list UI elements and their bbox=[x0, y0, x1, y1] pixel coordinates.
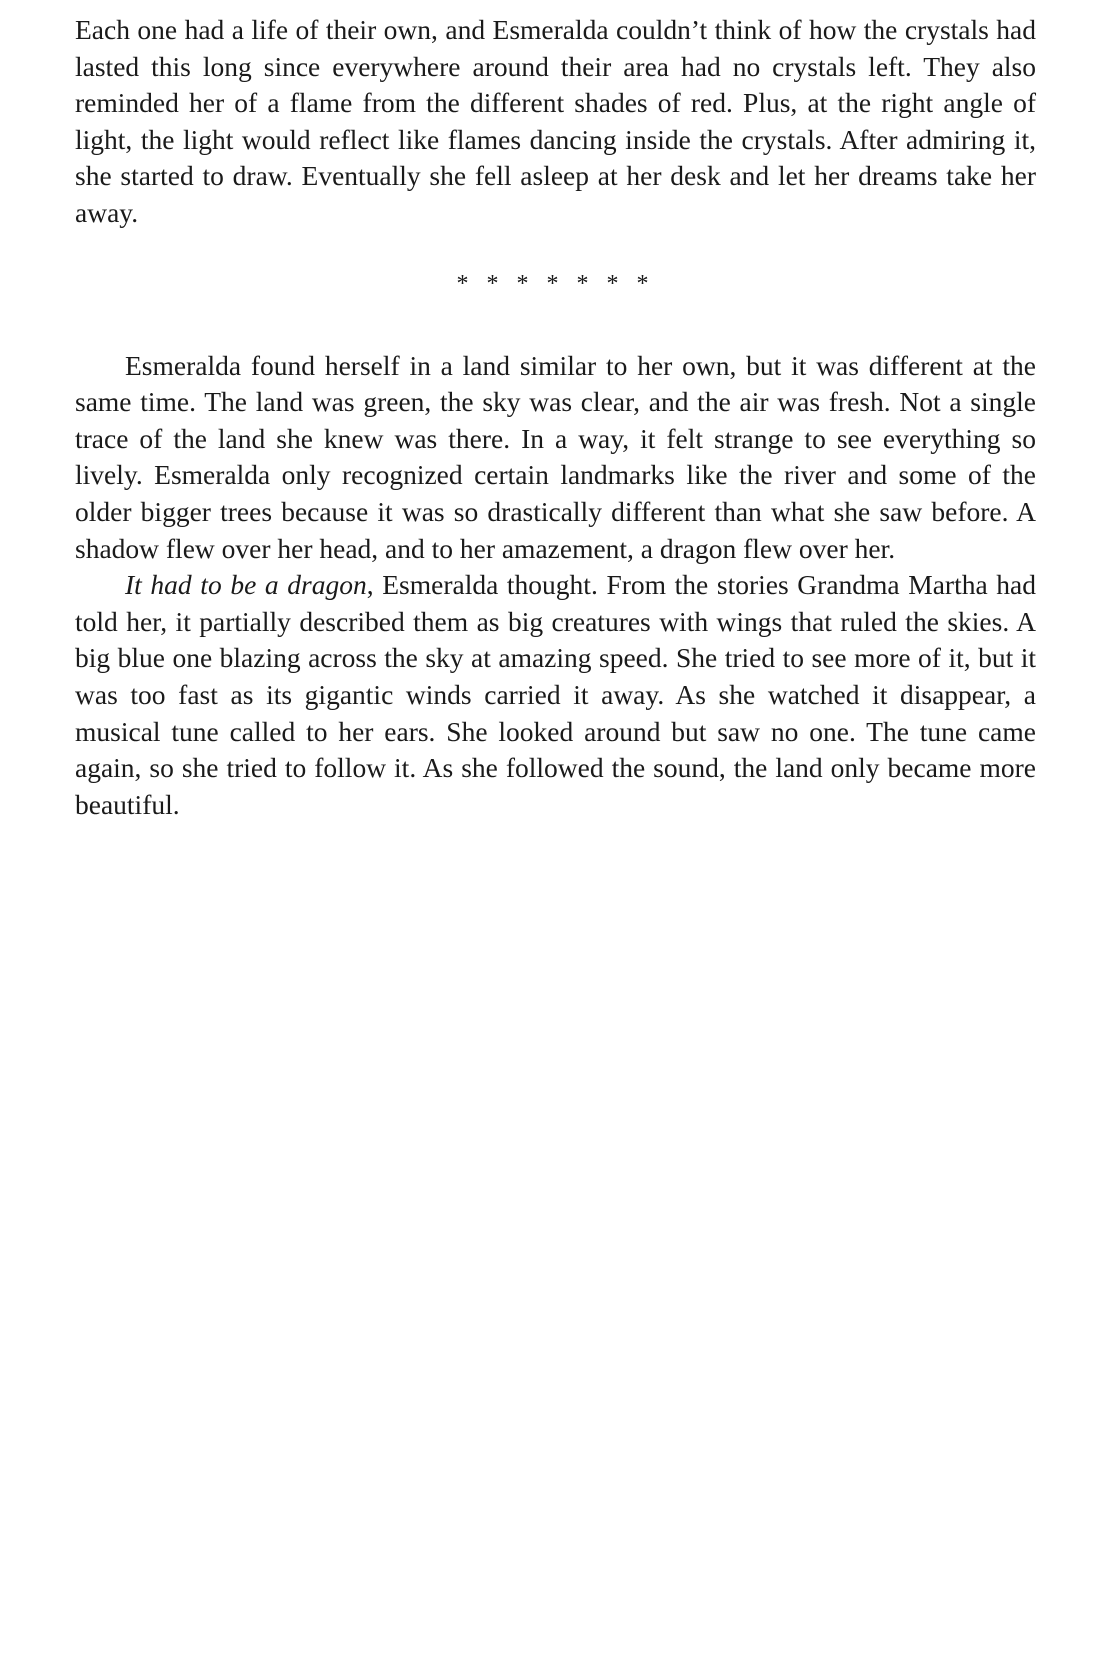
body-paragraph: Each one had a life of their own, and Esmeralda couldn’t think of how the crystals had lasted this long since everywhere around their area had no crystals left. They also reminded her of a flame from the different shades of red. Plus, at the right angle of light, the light would reflect like flames dancing inside the crystals. After admiring it, she started to draw. Eventually she fell asleep at her desk and let her dreams take her away. bbox=[75, 14, 1036, 228]
paragraph-text: , Esmeralda thought. From the stories Grandma Martha had told her, it partially described them as big creatures with wings that ruled the skies. A big blue one blazing across the sky at amazing speed. She tried to see more of it, but it was too fast as its gigantic winds carried it away. As she watched it disappear, a musical tune called to her ears. She looked around but saw no one. The tune came again, so she tried to follow it. As she followed the sound, the land only became more beautiful. bbox=[75, 569, 1036, 820]
scene-break: * * * * * * * bbox=[456, 270, 655, 297]
body-paragraph bbox=[75, 567, 1036, 823]
italic-thought: It had to be a dragon bbox=[125, 569, 367, 601]
body-paragraph bbox=[75, 348, 1036, 568]
paragraph-text: Esmeralda found herself in a land similar to her own, but it was different at the same time. The land was green, the sky was clear, and the air was fresh. Not a single trace of the land she knew was there. In a way, it felt strange to see everything so lively. Esmeralda only recognized certain landmarks like the river and some of the older bigger trees because it was so drastically different than what she saw before. A shadow flew over her head, and to her amazement, a dragon flew over her. bbox=[75, 349, 1036, 564]
book-page bbox=[75, 12, 1036, 823]
